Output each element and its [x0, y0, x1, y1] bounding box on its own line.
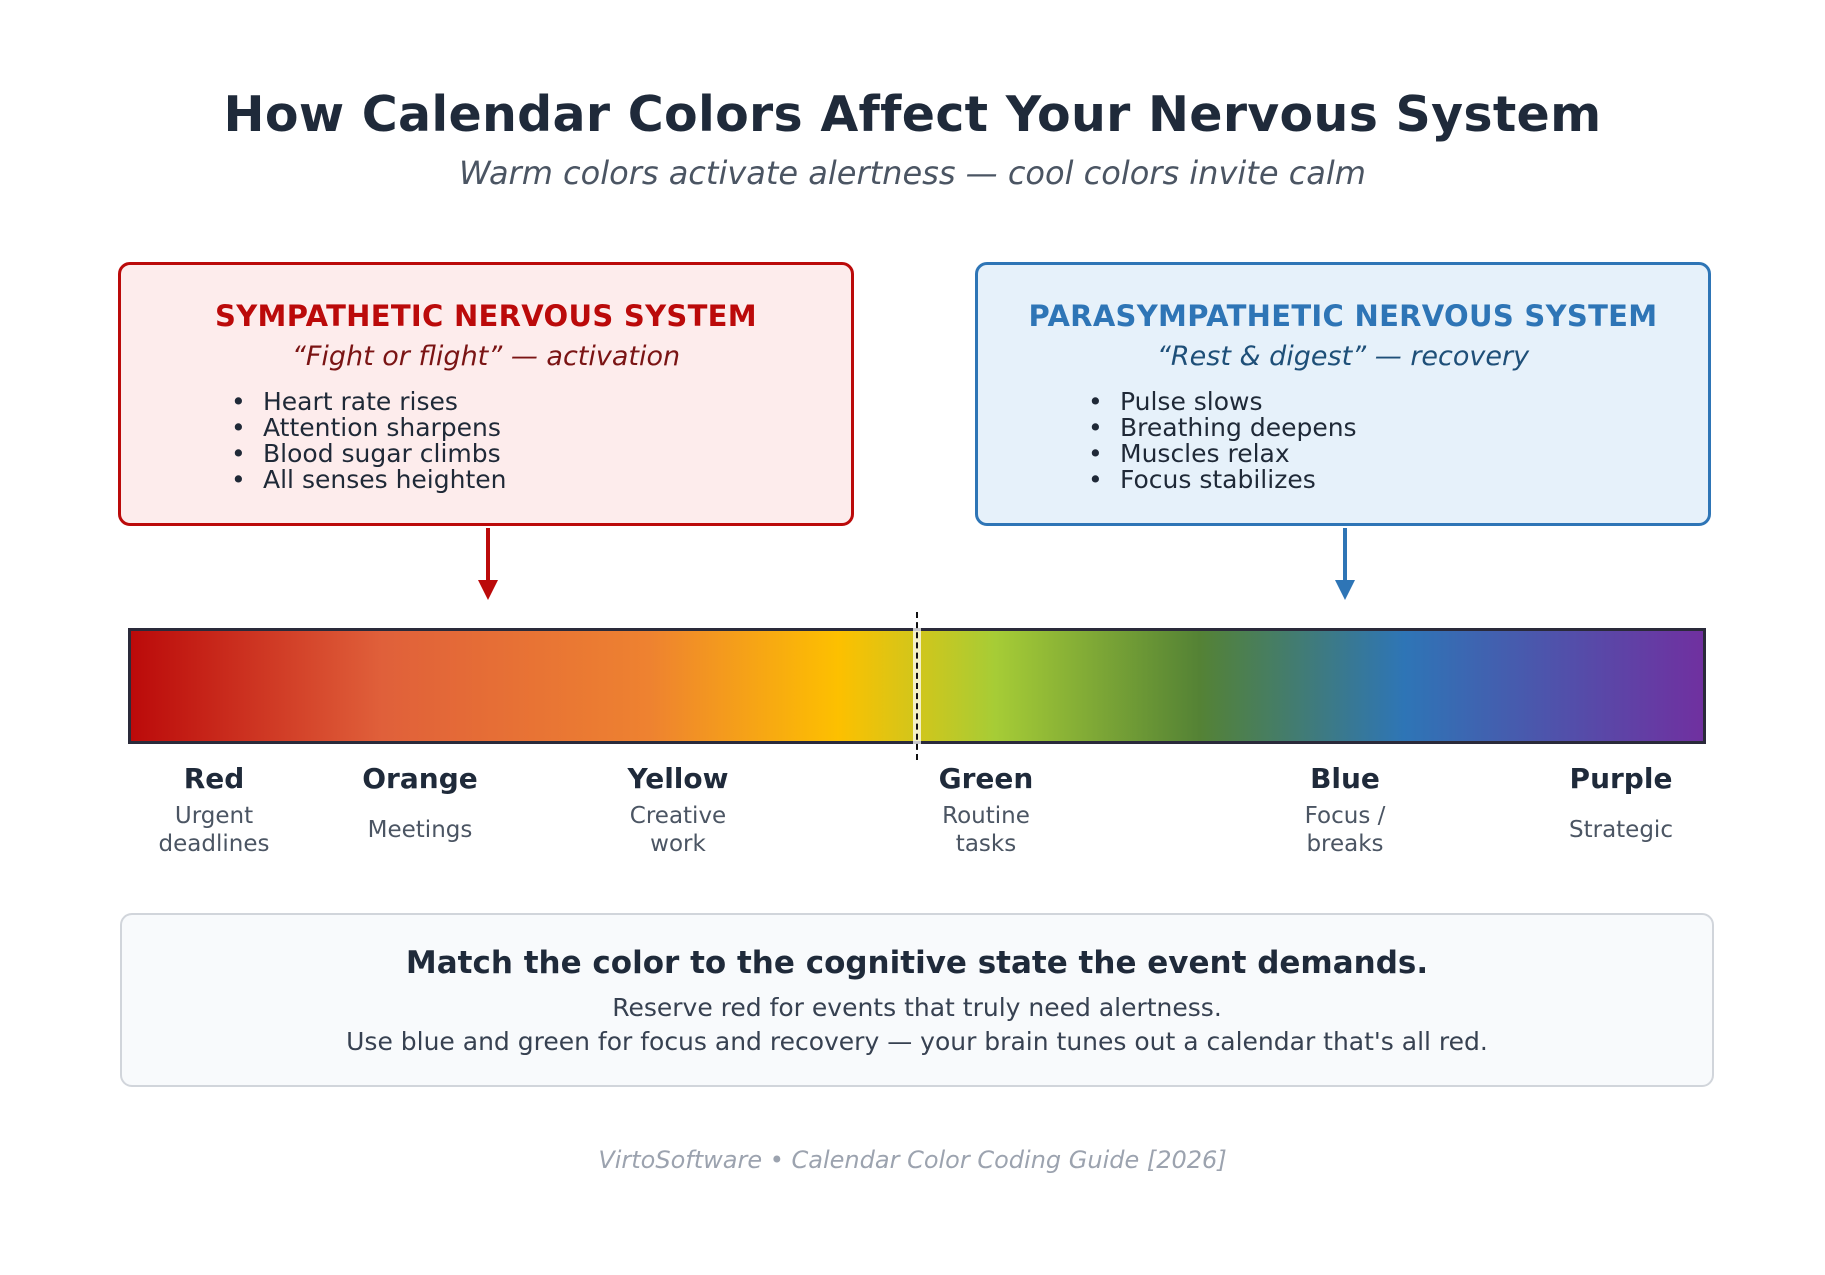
- list-item: [231, 415, 506, 441]
- sympathetic-arrow-icon: [478, 580, 498, 600]
- category-name: Green: [938, 762, 1034, 795]
- bullet-icon: •: [1088, 387, 1103, 416]
- category-green: [876, 762, 1096, 858]
- bullet-text: Pulse slows: [1120, 387, 1263, 416]
- bullet-icon: •: [231, 439, 246, 468]
- footer-credit: VirtoSoftware • Calendar Color Coding Guide [2026]: [598, 1146, 1227, 1174]
- bullet-icon: •: [1088, 465, 1103, 494]
- list-item: [1088, 441, 1357, 467]
- category-red: [104, 762, 324, 858]
- category-yellow: [568, 762, 788, 858]
- bullet-icon: •: [231, 465, 246, 494]
- category-desc-wrap: [876, 802, 1096, 858]
- warm-cool-divider: [916, 612, 918, 760]
- bullet-text: All senses heighten: [263, 465, 507, 494]
- parasympathetic-tagline: “Rest & digest” — recovery: [1156, 341, 1530, 372]
- sympathetic-box: [118, 262, 854, 526]
- bullet-icon: •: [231, 387, 246, 416]
- category-desc-wrap: [1235, 802, 1455, 858]
- category-name: Purple: [1569, 762, 1673, 795]
- parasympathetic-box: [975, 262, 1711, 526]
- page-subtitle: Warm colors activate alertness — cool colors invite calm: [459, 154, 1366, 192]
- bullet-text: Heart rate rises: [263, 387, 458, 416]
- bullet-text: Attention sharpens: [263, 413, 501, 442]
- bullet-text: Blood sugar climbs: [263, 439, 501, 468]
- category-purple: [1511, 762, 1731, 858]
- category-desc: Urgent deadlines: [158, 803, 270, 857]
- category-desc-wrap: [104, 802, 324, 858]
- list-item: [231, 441, 506, 467]
- category-desc: Strategic: [1569, 817, 1673, 843]
- category-name: Orange: [362, 762, 478, 795]
- bullet-icon: •: [1088, 439, 1103, 468]
- parasympathetic-title: PARASYMPATHETIC NERVOUS SYSTEM: [1028, 299, 1658, 333]
- category-name: Red: [183, 762, 245, 795]
- list-item: [231, 389, 506, 415]
- category-desc-wrap: [1511, 802, 1731, 858]
- bullet-text: Muscles relax: [1120, 439, 1290, 468]
- list-item: [1088, 415, 1357, 441]
- bullet-icon: •: [231, 413, 246, 442]
- list-item: [1088, 389, 1357, 415]
- bullet-text: Breathing deepens: [1120, 413, 1357, 442]
- page-title: How Calendar Colors Affect Your Nervous System: [223, 86, 1602, 143]
- category-orange: [310, 762, 530, 858]
- category-blue: [1235, 762, 1455, 858]
- parasympathetic-bullet-list: [1088, 389, 1357, 493]
- category-name: Blue: [1310, 762, 1380, 795]
- sympathetic-tagline: “Fight or flight” — activation: [291, 341, 681, 372]
- takeaway-line-1: Reserve red for events that truly need alertness.: [612, 993, 1222, 1022]
- category-desc: Meetings: [367, 817, 473, 843]
- category-name: Yellow: [627, 762, 729, 795]
- takeaway-headline: Match the color to the cognitive state the event demands.: [405, 945, 1429, 981]
- list-item: [1088, 467, 1357, 493]
- category-desc: Creative work: [629, 803, 727, 857]
- parasympathetic-arrow-icon: [1335, 580, 1355, 600]
- category-desc-wrap: [568, 802, 788, 858]
- bullet-icon: •: [1088, 413, 1103, 442]
- category-desc: Routine tasks: [942, 803, 1030, 857]
- category-desc: Focus / breaks: [1304, 803, 1386, 857]
- sympathetic-title: SYMPATHETIC NERVOUS SYSTEM: [215, 299, 757, 333]
- bullet-text: Focus stabilizes: [1120, 465, 1316, 494]
- takeaway-line-2: Use blue and green for focus and recovery — your brain tunes out a calendar that's all red.: [346, 1027, 1488, 1056]
- sympathetic-bullet-list: [231, 389, 506, 493]
- category-desc-wrap: [310, 802, 530, 858]
- takeaway-box: [120, 913, 1714, 1087]
- list-item: [231, 467, 506, 493]
